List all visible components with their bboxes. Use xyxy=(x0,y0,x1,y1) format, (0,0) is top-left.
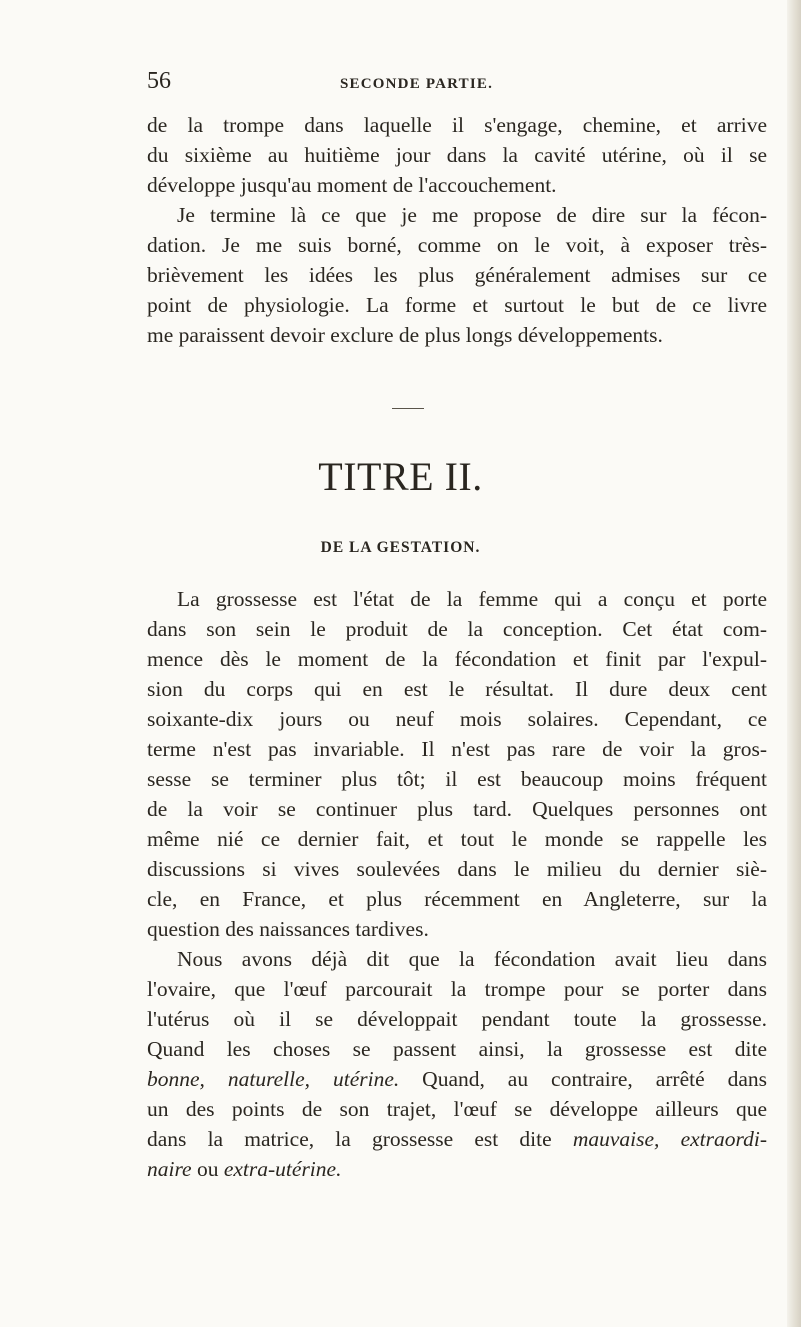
section-subtitle: DE LA GESTATION. xyxy=(320,539,481,556)
text-line: point de physiologie. La forme et surtout le but de ce livre xyxy=(147,293,767,317)
text-line: Quand les choses se passent ainsi, la grossesse est dite xyxy=(147,1037,767,1061)
text-line: de la trompe dans laquelle il s'engage, chemine, et arrive xyxy=(147,113,767,137)
text-line: mence dès le moment de la fécondation et finit par l'expul- xyxy=(147,647,767,671)
text-line: discussions si vives soulevées dans le milieu du dernier siè- xyxy=(147,857,767,881)
text-line: brièvement les idées les plus généralement admises sur ce xyxy=(147,263,767,287)
text-line: soixante-dix jours ou neuf mois solaires. Cependant, ce xyxy=(147,707,767,731)
page-edge xyxy=(787,0,801,1327)
text-run: Quand, au contraire, arrêté dans xyxy=(399,1067,767,1091)
italic-term: extra-utérine. xyxy=(223,1157,342,1181)
text-line: me paraissent devoir exclure de plus longs développements. xyxy=(147,323,663,347)
italic-term: mauvaise, extraordi- xyxy=(572,1127,767,1151)
section-title: TITRE II. xyxy=(318,454,483,499)
text-line: développe jusqu'au moment de l'accouchement. xyxy=(147,173,557,197)
text-line: un des points de son trajet, l'œuf se développe ailleurs que xyxy=(147,1097,767,1121)
text-line xyxy=(147,1124,767,1154)
text-line: Nous avons déjà dit que la fécondation avait lieu dans xyxy=(177,947,767,971)
text-line: terme n'est pas invariable. Il n'est pas rare de voir la gros- xyxy=(147,737,767,761)
text-line: cle, en France, et plus récemment en Angleterre, sur la xyxy=(147,887,767,911)
text-line: question des naissances tardives. xyxy=(147,917,429,941)
text-line: même nié ce dernier fait, et tout le monde se rappelle les xyxy=(147,827,767,851)
text-line: La grossesse est l'état de la femme qui a conçu et porte xyxy=(177,587,767,611)
section-rule xyxy=(392,408,424,409)
italic-term: bonne, naturelle, utérine. xyxy=(147,1067,400,1091)
text-line: sesse se terminer plus tôt; il est beaucoup moins fréquent xyxy=(147,767,767,791)
text-run: ou xyxy=(191,1157,224,1181)
running-head xyxy=(147,68,787,94)
text-run: dans la matrice, la grossesse est dite xyxy=(147,1127,573,1151)
text-line: dans son sein le produit de la conception. Cet état com- xyxy=(147,617,767,641)
text-line: du sixième au huitième jour dans la cavité utérine, où il se xyxy=(147,143,767,167)
italic-term: naire xyxy=(147,1157,192,1181)
intro-paragraphs xyxy=(147,110,767,350)
page-number: 56 xyxy=(147,68,171,94)
text-line: l'ovaire, que l'œuf parcourait la trompe pour se porter dans xyxy=(147,977,767,1001)
text-line: l'utérus où il se développait pendant toute la grossesse. xyxy=(147,1007,767,1031)
text-line: sion du corps qui en est le résultat. Il dure deux cent xyxy=(147,677,767,701)
text-line: Je termine là ce que je me propose de dire sur la fécon- xyxy=(177,203,767,227)
text-line: de la voir se continuer plus tard. Quelques personnes ont xyxy=(147,797,767,821)
body-paragraphs xyxy=(147,584,767,1184)
text-line xyxy=(147,1064,767,1094)
text-line: dation. Je me suis borné, comme on le voit, à exposer très- xyxy=(147,233,767,257)
text-line xyxy=(147,1154,767,1184)
running-title: SECONDE PARTIE. xyxy=(340,76,494,92)
